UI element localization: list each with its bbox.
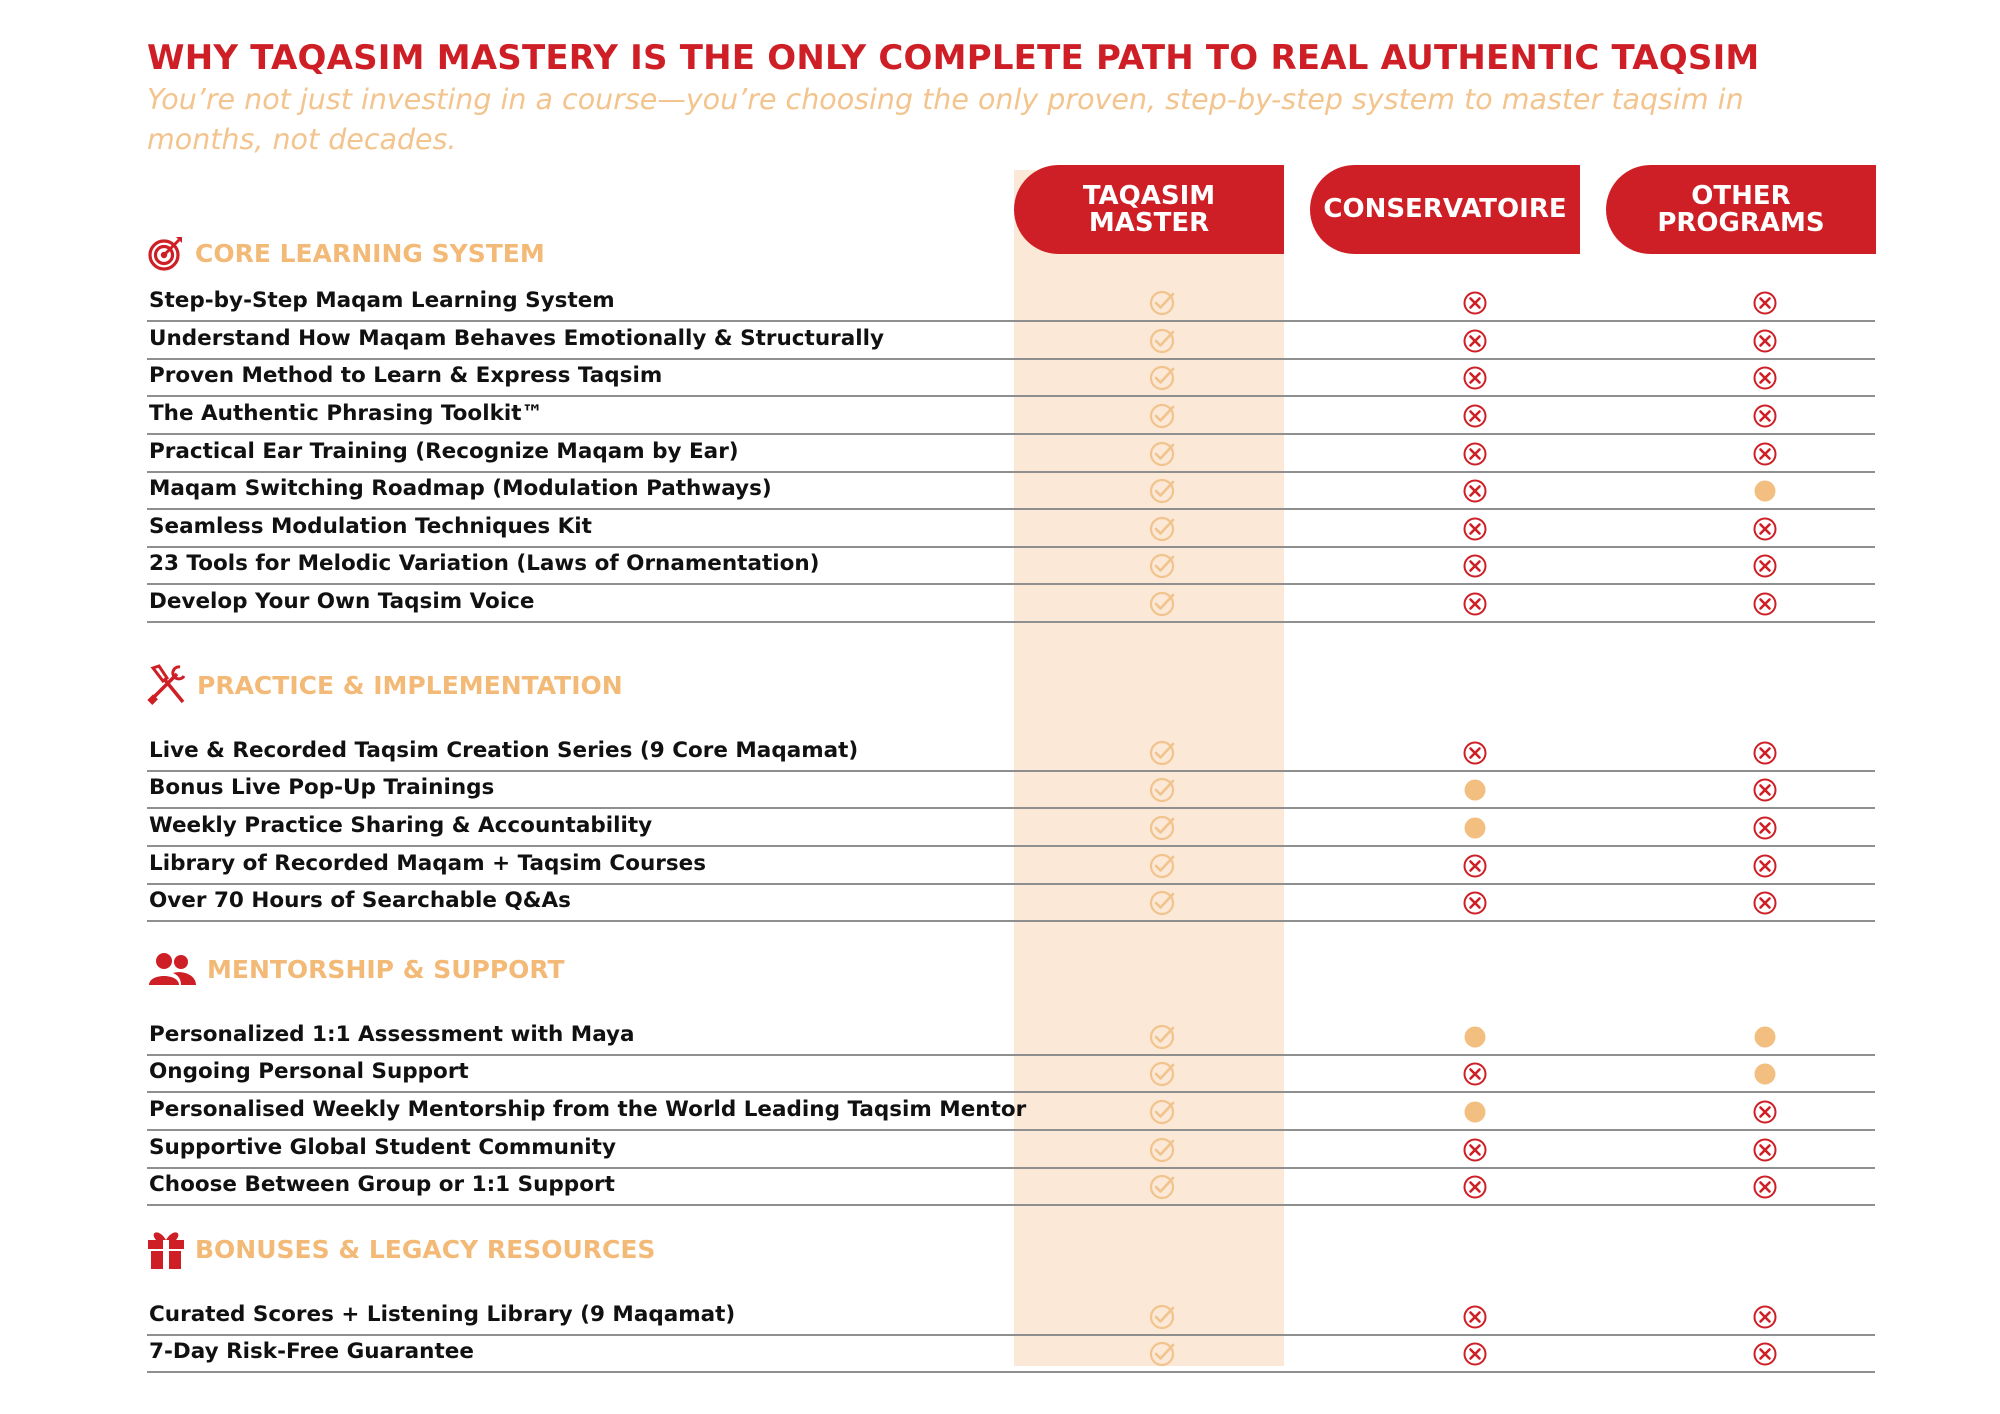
cross-icon [1752, 1304, 1778, 1330]
table-row [147, 1018, 1875, 1056]
table-row [147, 322, 1875, 360]
check-icon [1149, 853, 1175, 879]
check-icon [1149, 441, 1175, 467]
cross-icon [1462, 890, 1488, 916]
feature-label: Live & Recorded Taqsim Creation Series (9 Core Maqamat) [149, 738, 859, 763]
cross-icon [1462, 365, 1488, 391]
partial-dot-icon [1752, 1061, 1778, 1087]
row-divider [147, 621, 1875, 623]
target-icon [147, 234, 185, 272]
partial-dot-icon [1462, 1099, 1488, 1125]
partial-dot-icon [1462, 777, 1488, 803]
cross-icon [1752, 853, 1778, 879]
feature-label: Library of Recorded Maqam + Taqsim Courses [149, 851, 707, 876]
section-title: PRACTICE & IMPLEMENTATION [197, 670, 623, 700]
feature-label: Step-by-Step Maqam Learning System [149, 288, 615, 313]
check-icon [1149, 1024, 1175, 1050]
partial-dot-icon [1752, 1024, 1778, 1050]
partial-dot-icon [1462, 815, 1488, 841]
partial-dot-icon [1752, 478, 1778, 504]
feature-label: Bonus Live Pop-Up Trainings [149, 775, 495, 800]
row-divider [147, 920, 1875, 922]
table-row [147, 1298, 1875, 1336]
cross-icon [1462, 1174, 1488, 1200]
check-icon [1149, 1099, 1175, 1125]
feature-label: Practical Ear Training (Recognize Maqam by Ear) [149, 439, 739, 464]
feature-label: 23 Tools for Melodic Variation (Laws of Ornamentation) [149, 551, 820, 576]
people-icon [147, 951, 197, 987]
cross-icon [1462, 553, 1488, 579]
cross-icon [1752, 403, 1778, 429]
table-row [147, 847, 1875, 885]
column-header-line1: TAQASIM [1082, 180, 1216, 211]
cross-icon [1752, 740, 1778, 766]
check-icon [1149, 1174, 1175, 1200]
cross-icon [1462, 403, 1488, 429]
column-header-line2: PROGRAMS [1657, 207, 1825, 238]
row-divider [147, 1371, 1875, 1373]
column-header-line1: OTHER [1691, 180, 1791, 211]
cross-icon [1752, 553, 1778, 579]
cross-icon [1462, 591, 1488, 617]
check-icon [1149, 328, 1175, 354]
column-header-taqasim-master [1014, 165, 1284, 254]
cross-icon [1752, 591, 1778, 617]
section-title: BONUSES & LEGACY RESOURCES [195, 1234, 656, 1264]
feature-label: Proven Method to Learn & Express Taqsim [149, 363, 663, 388]
check-icon [1149, 1304, 1175, 1330]
cross-icon [1462, 328, 1488, 354]
check-icon [1149, 1137, 1175, 1163]
check-icon [1149, 740, 1175, 766]
row-divider [147, 1204, 1875, 1206]
column-header-other-programs [1606, 165, 1876, 254]
section-header [147, 944, 565, 994]
section-header [147, 660, 623, 710]
check-icon [1149, 890, 1175, 916]
table-row [147, 585, 1875, 623]
table-row [147, 809, 1875, 847]
cross-icon [1462, 290, 1488, 316]
feature-label: Curated Scores + Listening Library (9 Maqamat) [149, 1302, 736, 1327]
check-icon [1149, 290, 1175, 316]
check-icon [1149, 815, 1175, 841]
check-icon [1149, 1341, 1175, 1367]
table-row [147, 510, 1875, 548]
table-row [147, 734, 1875, 772]
page-title: WHY TAQASIM MASTERY IS THE ONLY COMPLETE PATH TO REAL AUTHENTIC TAQSIM [147, 38, 1760, 78]
page-subtitle: You’re not just investing in a course—you’re choosing the only proven, step-by-step system to master taqsim in months, not decades. [147, 83, 1744, 156]
feature-label: Understand How Maqam Behaves Emotionally & Structurally [149, 326, 884, 351]
partial-dot-icon [1462, 1024, 1488, 1050]
feature-label: Personalized 1:1 Assessment with Maya [149, 1022, 635, 1047]
table-row [147, 1093, 1875, 1131]
feature-label: Supportive Global Student Community [149, 1135, 616, 1160]
table-row [147, 1055, 1875, 1093]
table-row [147, 884, 1875, 922]
cross-icon [1462, 1061, 1488, 1087]
cross-icon [1462, 478, 1488, 504]
feature-label: Ongoing Personal Support [149, 1059, 469, 1084]
feature-label: Seamless Modulation Techniques Kit [149, 514, 592, 539]
table-row [147, 771, 1875, 809]
cross-icon [1462, 1341, 1488, 1367]
check-icon [1149, 403, 1175, 429]
column-header-conservatoire [1310, 165, 1580, 254]
tools-icon [147, 664, 187, 706]
feature-label: Personalised Weekly Mentorship from the World Leading Taqsim Mentor [149, 1097, 1027, 1122]
check-icon [1149, 516, 1175, 542]
feature-label: The Authentic Phrasing Toolkit™ [149, 401, 544, 426]
feature-label: 7-Day Risk-Free Guarantee [149, 1339, 474, 1364]
cross-icon [1752, 441, 1778, 467]
feature-label: Maqam Switching Roadmap (Modulation Pathways) [149, 476, 772, 501]
check-icon [1149, 591, 1175, 617]
table-row [147, 1168, 1875, 1206]
table-row [147, 397, 1875, 435]
cross-icon [1462, 853, 1488, 879]
column-header-line2: MASTER [1088, 207, 1210, 238]
table-row [147, 472, 1875, 510]
cross-icon [1752, 290, 1778, 316]
cross-icon [1752, 890, 1778, 916]
section-header [147, 228, 545, 278]
gift-icon [147, 1228, 185, 1270]
table-row [147, 547, 1875, 585]
check-icon [1149, 777, 1175, 803]
section-title: CORE LEARNING SYSTEM [195, 238, 545, 268]
cross-icon [1462, 1137, 1488, 1163]
cross-icon [1752, 1137, 1778, 1163]
cross-icon [1462, 740, 1488, 766]
cross-icon [1752, 777, 1778, 803]
feature-label: Weekly Practice Sharing & Accountability [149, 813, 653, 838]
cross-icon [1752, 328, 1778, 354]
section-title: MENTORSHIP & SUPPORT [207, 954, 565, 984]
cross-icon [1752, 365, 1778, 391]
cross-icon [1752, 516, 1778, 542]
section-header [147, 1224, 655, 1274]
column-header-line1: CONSERVATOIRE [1323, 194, 1567, 224]
check-icon [1149, 365, 1175, 391]
feature-label: Choose Between Group or 1:1 Support [149, 1172, 615, 1197]
cross-icon [1462, 516, 1488, 542]
cross-icon [1752, 1174, 1778, 1200]
table-row [147, 1335, 1875, 1373]
cross-icon [1462, 441, 1488, 467]
cross-icon [1752, 815, 1778, 841]
check-icon [1149, 478, 1175, 504]
table-row [147, 359, 1875, 397]
feature-label: Develop Your Own Taqsim Voice [149, 589, 535, 614]
cross-icon [1752, 1099, 1778, 1125]
feature-label: Over 70 Hours of Searchable Q&As [149, 888, 571, 913]
table-row [147, 435, 1875, 473]
check-icon [1149, 1061, 1175, 1087]
table-row [147, 1131, 1875, 1169]
table-row [147, 284, 1875, 322]
cross-icon [1752, 1341, 1778, 1367]
check-icon [1149, 553, 1175, 579]
cross-icon [1462, 1304, 1488, 1330]
